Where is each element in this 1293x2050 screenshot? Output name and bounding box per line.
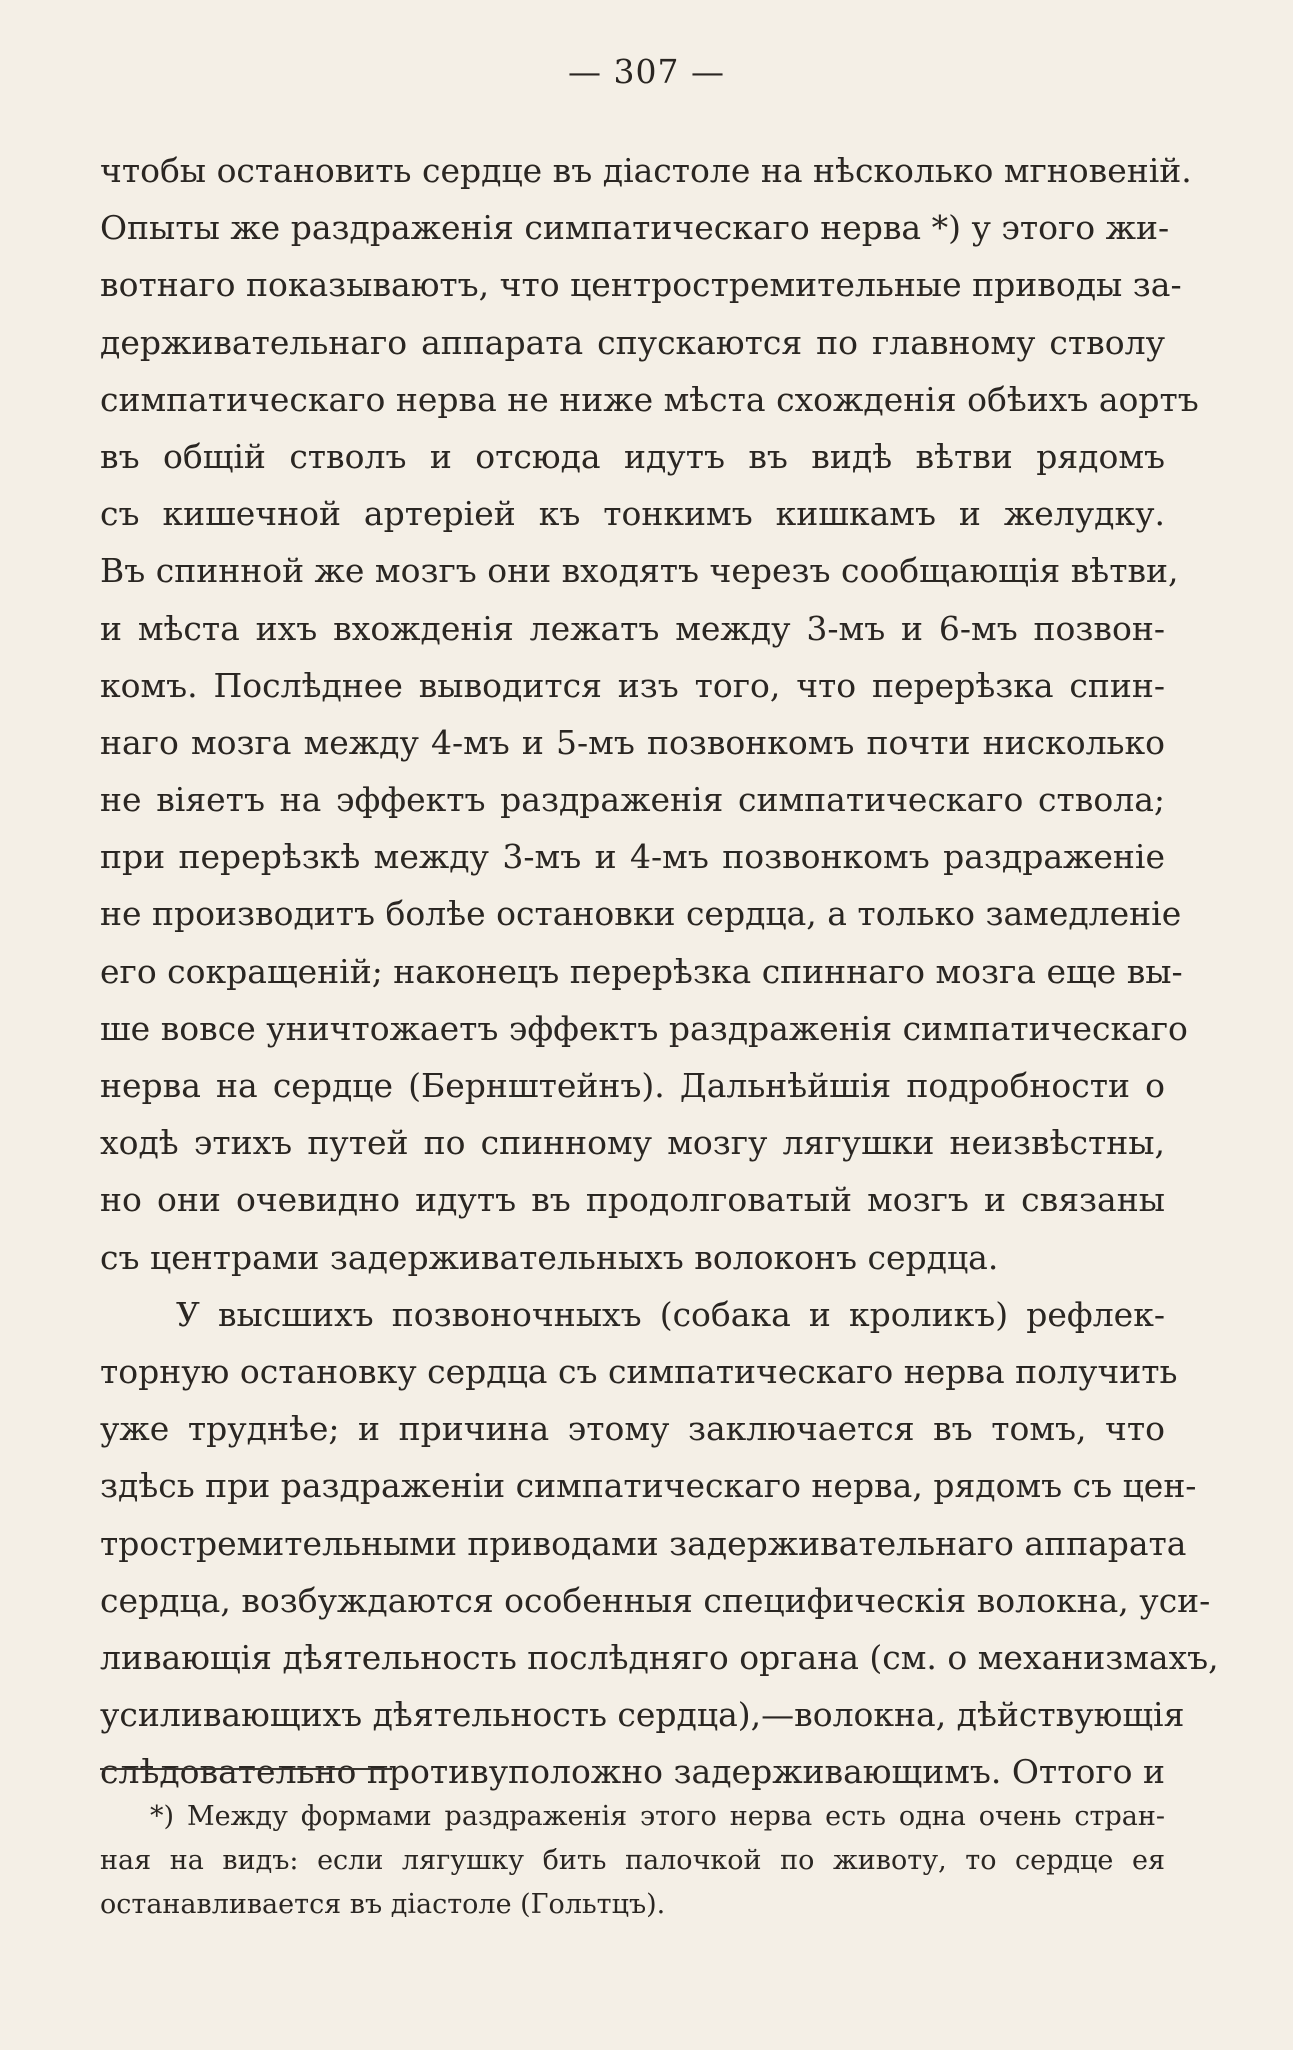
- page-number: — 307 —: [568, 52, 725, 91]
- text-line: уже труднѣе; и причина этому заключается въ томъ, что: [100, 1409, 1165, 1449]
- paragraph-end-line: съ центрами задерживательныхъ волоконъ сердца.: [100, 1237, 999, 1277]
- text-line: съ кишечной артеріей къ тонкимъ кишкамъ и желудку.: [100, 494, 1165, 534]
- text-line: не віяетъ на эффектъ раздраженія симпатическаго ствола;: [100, 780, 1165, 820]
- text-line: не производитъ болѣе остановки сердца, а только замедленіе: [100, 894, 1182, 934]
- footnote: [100, 1795, 1165, 1927]
- footnote-line: останавливается въ діастоле (Гольтцъ).: [100, 1889, 666, 1920]
- text-line: ходѣ этихъ путей по спинному мозгу лягушки неизвѣстны,: [100, 1123, 1165, 1163]
- text-line: комъ. Послѣднее выводится изъ того, что перерѣзка спин-: [100, 665, 1165, 705]
- text-line: его сокращеній; наконецъ перерѣзка спиннаго мозга еще вы-: [100, 951, 1183, 991]
- footnote-divider: [100, 1768, 392, 1770]
- text-line: наго мозга между 4-мъ и 5-мъ позвонкомъ почти нисколько: [100, 722, 1165, 762]
- text-line: Въ спинной же мозгъ они входятъ черезъ сообщающія вѣтви,: [100, 551, 1179, 591]
- text-line: симпатическаго нерва не ниже мѣста схожденія обѣихъ аортъ: [100, 379, 1199, 419]
- text-line: при перерѣзкѣ между 3-мъ и 4-мъ позвонкомъ раздраженіе: [100, 837, 1165, 877]
- text-line: ше вовсе уничтожаетъ эффектъ раздраженія симпатическаго: [100, 1008, 1188, 1048]
- text-line: и мѣста ихъ вхожденія лежатъ между 3-мъ и 6-мъ позвон-: [100, 608, 1165, 648]
- text-line: нерва на сердце (Бернштейнъ). Дальнѣйшія подробности о: [100, 1066, 1165, 1105]
- footnote-line: *) Между формами раздраженія этого нерва есть одна очень стран-: [150, 1801, 1165, 1832]
- text-line: усиливающихъ дѣятельность сердца),—волокна, дѣйствующія: [100, 1695, 1185, 1735]
- text-line: вотнаго показываютъ, что центростремительные приводы за-: [100, 265, 1182, 305]
- body-text: [100, 142, 1219, 1800]
- text-line: сердца, возбуждаются особенныя специфическія волокна, уси-: [100, 1580, 1211, 1620]
- text-line: держивательнаго аппарата спускаются по главному стволу: [100, 322, 1165, 362]
- paragraph-start-line: У высшихъ позвоночныхъ (собака и кроликъ) рефлек-: [176, 1294, 1165, 1334]
- text-line: торную остановку сердца съ симпатическаго нерва получить: [100, 1351, 1178, 1391]
- text-line: тростремительными приводами задерживательнаго аппарата: [100, 1523, 1187, 1563]
- footnote-line: ная на видъ: если лягушку бить палочкой по животу, то сердце ея: [100, 1845, 1165, 1876]
- text-line: здѣсь при раздраженіи симпатическаго нерва, рядомъ съ цен-: [100, 1466, 1197, 1506]
- text-line: ливающія дѣятельность послѣдняго органа (см. о механизмахъ,: [100, 1637, 1219, 1677]
- text-line: въ общій стволъ и отсюда идутъ въ видѣ вѣтви рядомъ: [100, 436, 1165, 476]
- text-line: чтобы остановить сердце въ діастоле на нѣсколько мгновеній.: [100, 151, 1192, 190]
- text-line: слѣдовательно противуположно задерживающимъ. Оттого и: [100, 1752, 1165, 1792]
- text-line: Опыты же раздраженія симпатическаго нерва *) у этого жи-: [100, 208, 1170, 248]
- text-line: но они очевидно идутъ въ продолговатый мозгъ и связаны: [100, 1180, 1165, 1220]
